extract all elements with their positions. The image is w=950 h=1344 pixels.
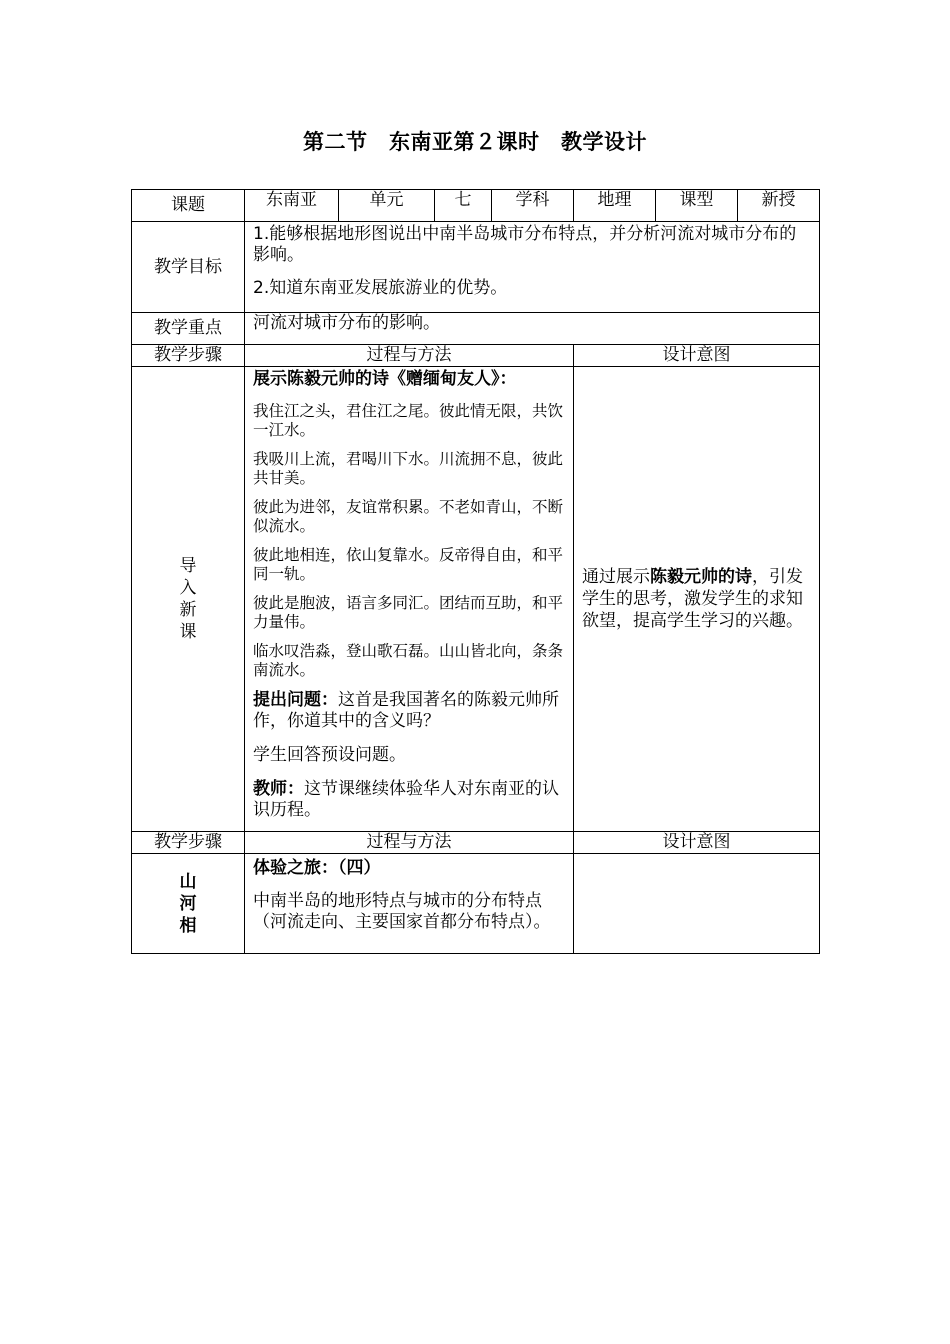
question-text: 这首是我国著名的陈毅元帅所作，你道其中的含义吗？ — [253, 690, 559, 731]
goals-content — [245, 222, 820, 313]
steps-col1-header: 教学步骤 — [132, 345, 245, 367]
focus-label: 教学重点 — [132, 313, 245, 345]
steps-col3-header: 设计意图 — [574, 345, 820, 367]
section2-text: 中南半岛的地形特点与城市的分布特点（河流走向、主要国家首都分布特点）。 — [253, 891, 551, 932]
poem-line: 我吸川上流，君喝川下水。川流拥不息，彼此共甘美。 — [253, 450, 564, 487]
document-title: 第二节 东南亚第２课时 教学设计 — [303, 130, 647, 154]
goals-row — [132, 222, 820, 313]
topic-value: 东南亚 — [245, 190, 339, 222]
teacher-text: 这节课继续体验华人对东南亚的认识历程。 — [253, 779, 559, 820]
poem-line: 我住江之头，君住江之尾。彼此情无限，共饮一江水。 — [253, 402, 564, 439]
poem-line: 彼此是胞波，语言多同汇。团结而互助，和平力量伟。 — [253, 594, 564, 631]
steps-col3-header-2: 设计意图 — [574, 832, 820, 854]
poem-line: 彼此为进邻，友谊常积累。不老如青山，不断似流水。 — [253, 498, 564, 535]
student-answer: 学生回答预设问题。 — [253, 745, 406, 765]
intro-row — [132, 367, 820, 832]
section2-process — [245, 854, 574, 954]
section2-row — [132, 854, 820, 954]
type-label: 课型 — [656, 190, 738, 222]
steps-col1-header-2: 教学步骤 — [132, 832, 245, 854]
header-row — [132, 190, 820, 222]
poem-heading: 展示陈毅元帅的诗《赠缅甸友人》： — [253, 369, 517, 389]
poem-line: 彼此地相连，依山复靠水。反帝得自由，和平同一轨。 — [253, 546, 564, 583]
section2-intent — [574, 854, 820, 954]
goal-item: 1.能够根据地形图说出中南半岛城市分布特点，并分析河流对城市分布的影响。 — [253, 224, 797, 265]
steps-col2-header-2: 过程与方法 — [245, 832, 574, 854]
teacher-paragraph — [253, 779, 565, 821]
intro-intent — [574, 367, 820, 832]
unit-value: 七 — [435, 190, 492, 222]
goals-label: 教学目标 — [132, 222, 245, 313]
steps-header-row — [132, 345, 820, 367]
question-label: 提出问题： — [253, 690, 338, 710]
steps-header-row-2 — [132, 832, 820, 854]
steps-col2-header: 过程与方法 — [245, 345, 574, 367]
topic-label: 课题 — [132, 190, 245, 222]
intent-bold: 陈毅元帅的诗 — [650, 567, 752, 587]
focus-row — [132, 313, 820, 345]
teacher-label: 教师： — [253, 779, 304, 799]
focus-value: 河流对城市分布的影响。 — [245, 313, 820, 345]
section2-step-label: 山河相 — [132, 854, 245, 954]
intro-process — [245, 367, 574, 832]
subject-label: 学科 — [492, 190, 574, 222]
section2-heading: 体验之旅：（四） — [253, 858, 381, 878]
goal-item: 2.知道东南亚发展旅游业的优势。 — [253, 278, 508, 298]
intro-step-label: 导入新课 — [132, 367, 245, 832]
unit-label: 单元 — [339, 190, 435, 222]
lesson-plan-table — [131, 189, 820, 954]
intent-post: ，引发学生的思考，激发学生的求知欲望，提高学生学习的兴趣。 — [582, 567, 803, 631]
type-value: 新授 — [738, 190, 820, 222]
subject-value: 地理 — [574, 190, 656, 222]
question-paragraph — [253, 690, 565, 732]
intent-pre: 通过展示 — [582, 567, 650, 587]
poem-line: 临水叹浩淼，登山歌石磊。山山皆北向，条条南流水。 — [253, 642, 564, 679]
